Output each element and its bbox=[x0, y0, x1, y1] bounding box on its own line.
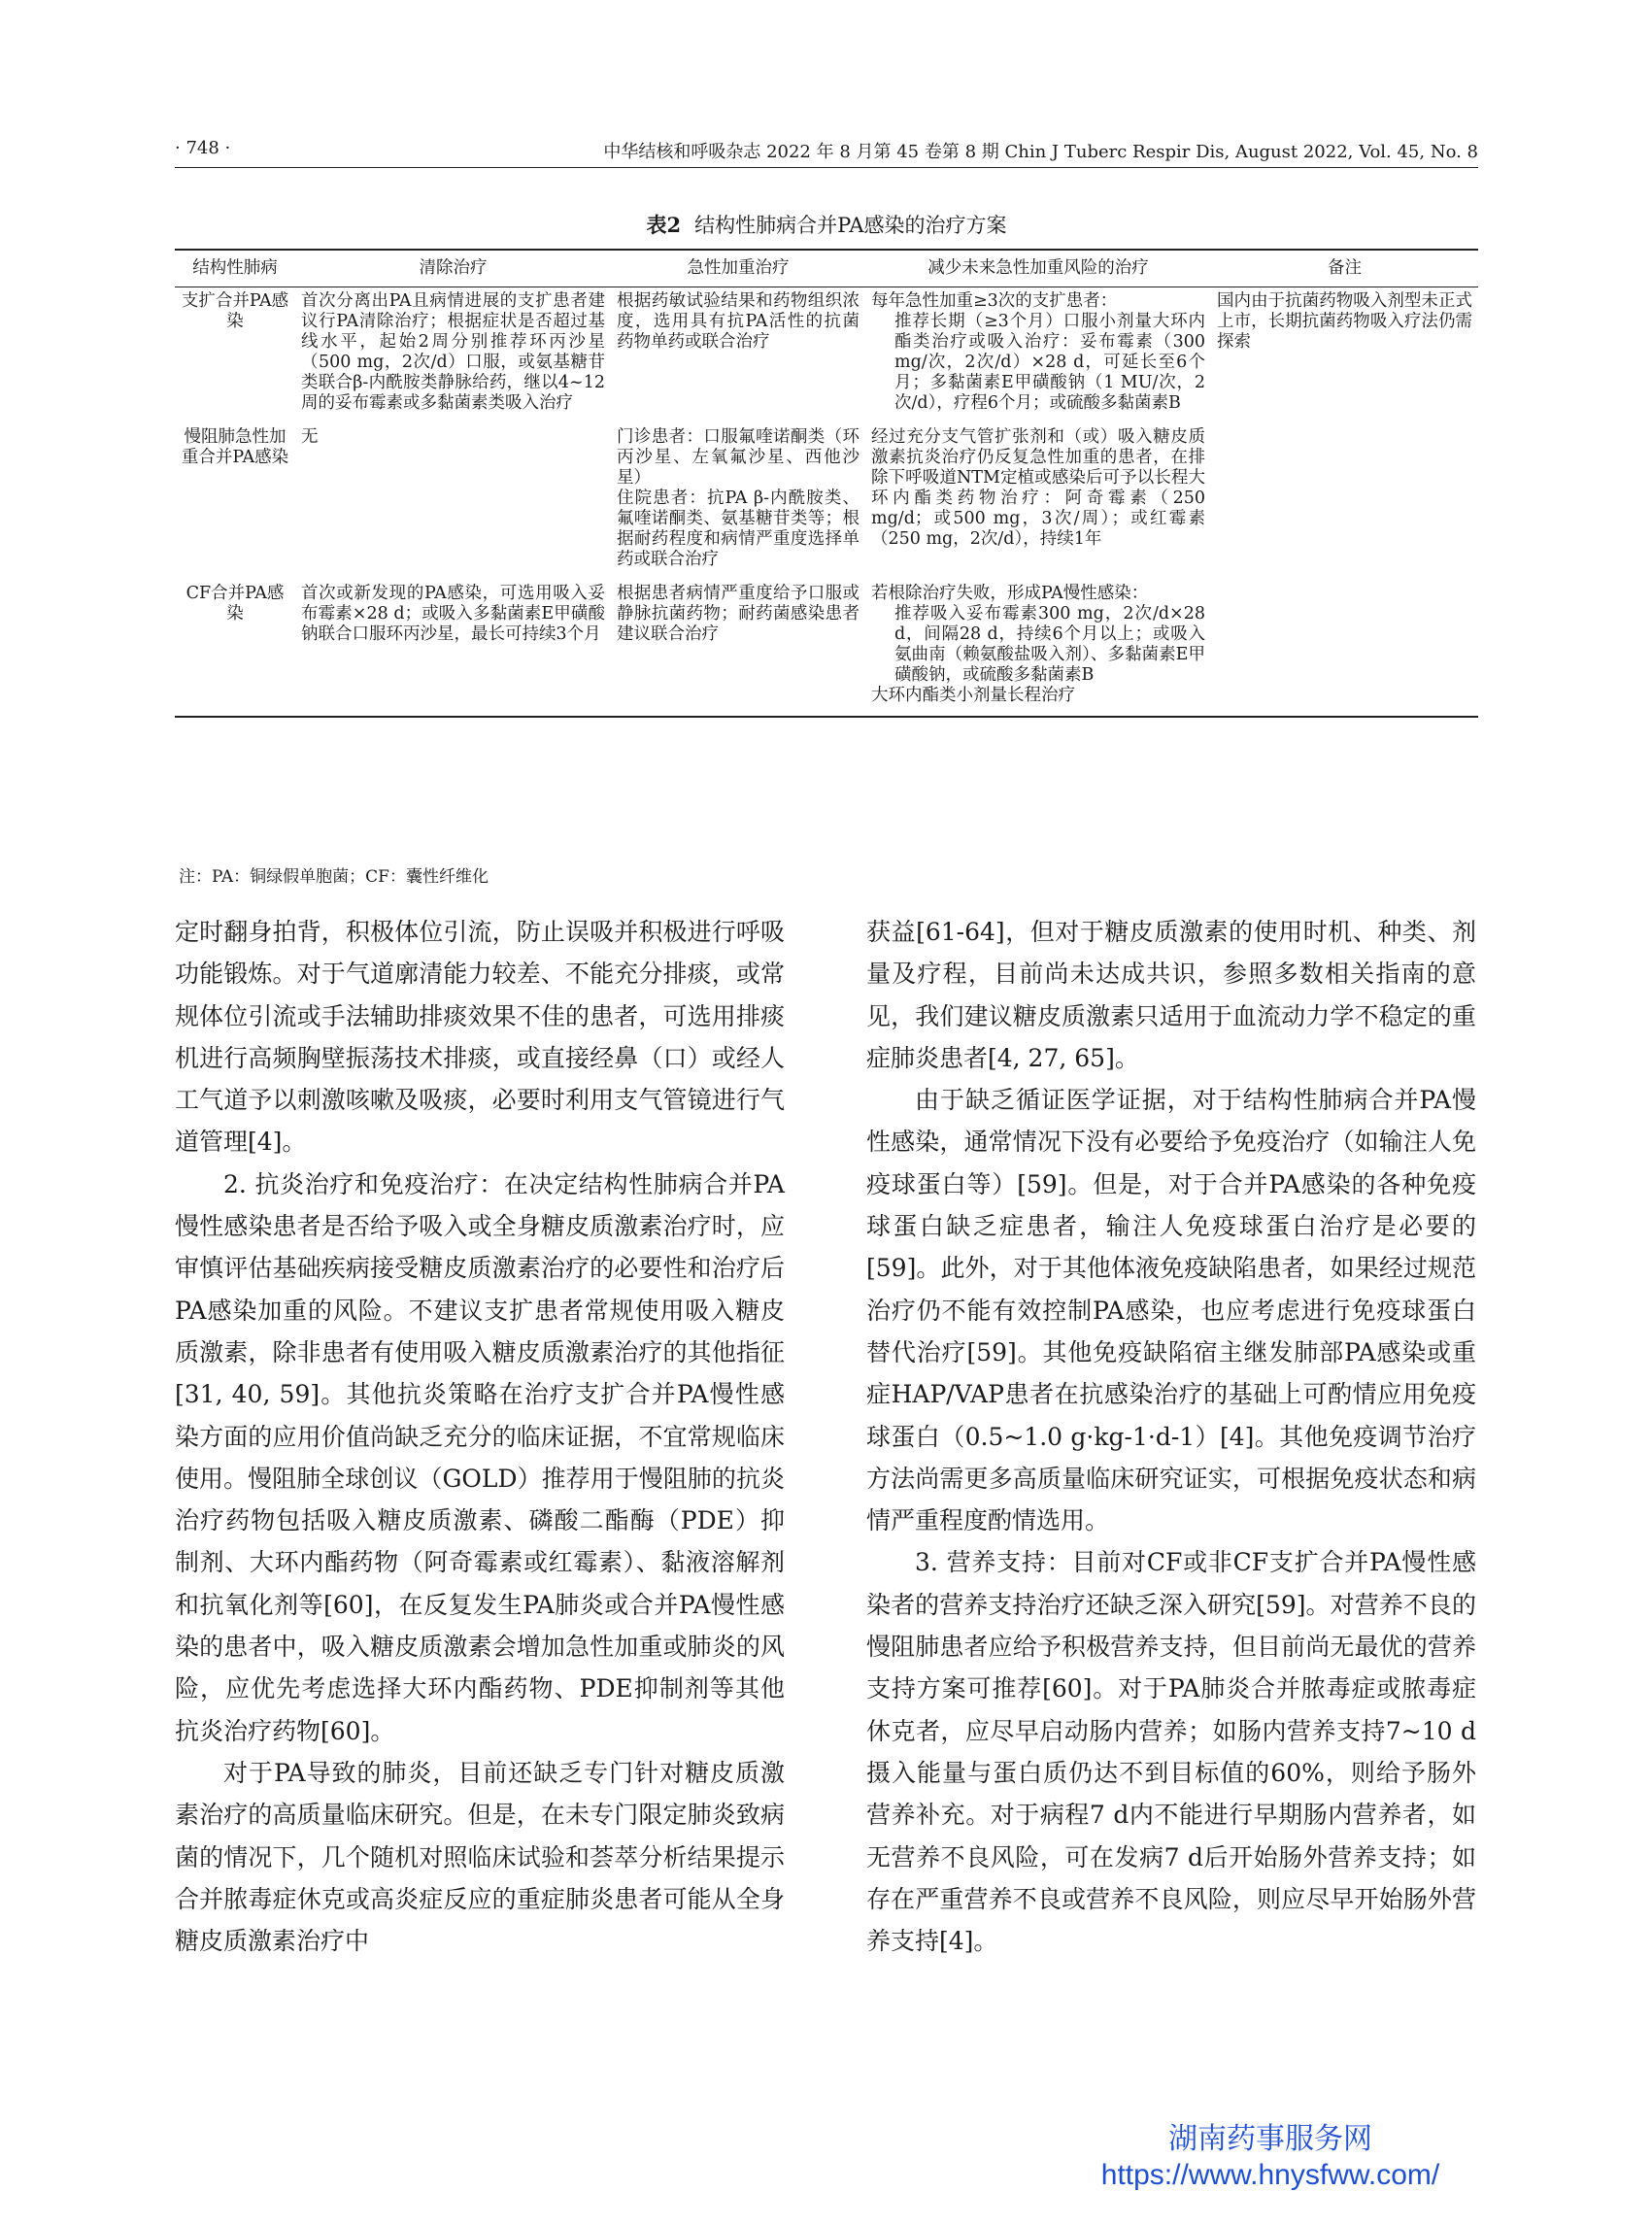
table-footnote: 注：PA：铜绿假单胞菌；CF：囊性纤维化 bbox=[179, 867, 489, 887]
watermark-site-name: 湖南药事服务网 bbox=[1168, 2123, 1372, 2155]
page-header bbox=[175, 134, 1478, 168]
table-label: 表2 bbox=[646, 213, 682, 237]
prevention-line: 若根除治疗失败，形成PA慢性感染： bbox=[871, 584, 1149, 603]
prevention-line: 推荐吸入妥布霉素300 mg，2次/d×28 d，间隔28 d，持续6个月以上；或吸入氨曲南（赖氨酸盐吸入剂）、多黏菌素E甲磺酸钠，或硫酸多黏菌素B bbox=[894, 604, 1205, 685]
column-header: 减少未来急性加重风险的治疗 bbox=[865, 250, 1211, 287]
page-number: · 748 · bbox=[175, 138, 231, 158]
disease-cell: CF合并PA感染 bbox=[175, 580, 295, 717]
exacerbation-line: 门诊患者：口服氟喹诺酮类（环丙沙星、左氧氟沙星、西他沙星） bbox=[617, 427, 860, 488]
note-cell bbox=[1211, 423, 1478, 580]
column-header: 结构性肺病 bbox=[175, 250, 295, 287]
paragraph: 2. 抗炎治疗和免疫治疗：在决定结构性肺病合并PA慢性感染患者是否给予吸入或全身糖皮质激素治疗时，应审慎评估基础疾病接受糖皮质激素治疗的必要性和治疗后PA感染加重的风险。不建议支扩患者常规使用吸入糖皮质激素，除非患者有使用吸入糖皮质激素治疗的其他指征[31, 40, 59]。其他抗炎策略在治疗支扩合并PA慢性感染方面的应用价值尚缺乏充分的临床证据，不宜常规临床使用。慢阻肺全球创议（GOLD）推荐用于慢阻肺的抗炎治疗药物包括吸入糖皮质激素、磷酸二酯酶（PDE）抑制剂、大环内酯药物（阿奇霉素或红霉素）、黏液溶解剂和抗氧化剂等[60]，在反复发生PA肺炎或合并PA慢性感染的患者中，吸入糖皮质激素会增加急性加重或肺炎的风险，应优先考虑选择大环内酯药物、PDE抑制剂等其他抗炎治疗药物[60]。 bbox=[175, 1169, 785, 1745]
prevention-cell bbox=[865, 580, 1211, 717]
prevention-line: 推荐长期（≥3个月）口服小剂量大环内酯类治疗或吸入治疗：妥布霉素（300 mg/次，2次/d）×28 d，可延长至6个月；多黏菌素E甲磺酸钠（1 MU/次，2次/d），疗程6个月；或硫酸多黏菌素B bbox=[894, 312, 1205, 413]
column-header: 备注 bbox=[1211, 250, 1478, 287]
treatment-table bbox=[175, 249, 1478, 718]
body-column-left bbox=[175, 911, 785, 1962]
disease-cell: 慢阻肺急性加重合并PA感染 bbox=[181, 427, 289, 467]
exacerbation-cell: 根据患者病情严重度给予口服或静脉抗菌药物；耐药菌感染患者建议联合治疗 bbox=[611, 580, 865, 717]
prevention-line: 每年急性加重≥3次的支扩患者： bbox=[871, 291, 1118, 311]
watermark bbox=[1066, 2121, 1474, 2193]
eradication-cell: 首次或新发现的PA感染，可选用吸入妥布霉素×28 d；或吸入多黏菌素E甲磺酸钠联合口服环丙沙星，最长可持续3个月 bbox=[295, 580, 611, 717]
table-caption bbox=[175, 210, 1478, 239]
note-cell bbox=[1211, 580, 1478, 717]
column-header: 急性加重治疗 bbox=[611, 250, 865, 287]
table-title: 结构性肺病合并PA感染的治疗方案 bbox=[694, 214, 1007, 237]
prevention-line: 经过充分支气管扩张剂和（或）吸入糖皮质激素抗炎治疗仍反复急性加重的患者，在排除下呼吸道NTM定植或感染后可予以长程大环内酯类药物治疗：阿奇霉素（250 mg/d；或500 mg，3次/周）；或红霉素（250 mg，2次/d），持续1年 bbox=[871, 427, 1205, 549]
eradication-cell: 无 bbox=[301, 427, 319, 447]
exacerbation-cell: 根据药敏试验结果和药物组织浓度，选用具有抗PA活性的抗菌药物单药或联合治疗 bbox=[617, 291, 860, 352]
paragraph: 获益[61-64]，但对于糖皮质激素的使用时机、种类、剂量及疗程，目前尚未达成共识，参照多数相关指南的意见，我们建议糖皮质激素只适用于血流动力学不稳定的重症肺炎患者[4, 27, 65]。 bbox=[866, 918, 1476, 1072]
eradication-cell: 首次分离出PA且病情进展的支扩患者建议行PA清除治疗；根据症状是否超过基线水平，起始2周分别推荐环丙沙星（500 mg，2次/d）口服，或氨基糖苷类联合β-内酰胺类静脉给药，继以4~12周的妥布霉素或多黏菌素类吸入治疗 bbox=[301, 291, 605, 413]
paragraph: 定时翻身拍背，积极体位引流，防止误吸并积极进行呼吸功能锻炼。对于气道廓清能力较差、不能充分排痰，或常规体位引流或手法辅助排痰效果不佳的患者，可选用排痰机进行高频胸壁振荡技术排痰，或直接经鼻（口）或经人工气道予以刺激咳嗽及吸痰，必要时利用支气管镜进行气道管理[4]。 bbox=[175, 918, 785, 1157]
paragraph: 对于PA导致的肺炎，目前还缺乏专门针对糖皮质激素治疗的高质量临床研究。但是，在未专门限定肺炎致病菌的情况下，几个随机对照临床试验和荟萃分析结果提示合并脓毒症休克或高炎症反应的重症肺炎患者可能从全身糖皮质激素治疗中 bbox=[175, 1758, 785, 1956]
journal-citation: 中华结核和呼吸杂志 2022 年 8 月第 45 卷第 8 期 Chin J Tuberc Respir Dis, August 2022, Vol. 45, No. 8 bbox=[603, 142, 1478, 162]
body-column-right bbox=[866, 911, 1476, 1962]
prevention-line: 大环内酯类小剂量长程治疗 bbox=[871, 686, 1075, 705]
prevention-cell bbox=[865, 287, 1211, 424]
watermark-url: https://www.hnysfww.com/ bbox=[1100, 2159, 1440, 2191]
table-header-row bbox=[175, 250, 1478, 287]
paragraph: 由于缺乏循证医学证据，对于结构性肺病合并PA慢性感染，通常情况下没有必要给予免疫治疗（如输注人免疫球蛋白等）[59]。但是，对于合并PA感染的各种免疫球蛋白缺乏症患者，输注人免疫球蛋白治疗是必要的[59]。此外，对于其他体液免疫缺陷患者，如果经过规范治疗仍不能有效控制PA感染，也应考虑进行免疫球蛋白替代治疗[59]。其他免疫缺陷宿主继发肺部PA感染或重症HAP/VAP患者在抗感染治疗的基础上可酌情应用免疫球蛋白（0.5~1.0 g·kg-1·d-1）[4]。其他免疫调节治疗方法尚需更多高质量临床研究证实，可根据免疫状态和病情严重程度酌情选用。 bbox=[866, 1086, 1476, 1535]
exacerbation-cell bbox=[611, 423, 865, 580]
paragraph: 3. 营养支持：目前对CF或非CF支扩合并PA慢性感染者的营养支持治疗还缺乏深入研究[59]。对营养不良的慢阻肺患者应给予积极营养支持，但目前尚无最优的营养支持方案可推荐[60]。对于PA肺炎合并脓毒症或脓毒症休克者，应尽早启动肠内营养；如肠内营养支持7~10 d摄入能量与蛋白质仍达不到目标值的60%，则给予肠外营养补充。对于病程7 d内不能进行早期肠内营养者，如无营养不良风险，可在发病7 d后开始肠外营养支持；如存在严重营养不良或营养不良风险，则应尽早开始肠外营养支持[4]。 bbox=[866, 1548, 1476, 1956]
exacerbation-line: 住院患者：抗PA β-内酰胺类、氟喹诺酮类、氨基糖苷类等；根据耐药程度和病情严重度选择单药或联合治疗 bbox=[617, 489, 860, 569]
prevention-cell bbox=[865, 423, 1211, 580]
table-row bbox=[175, 423, 1478, 580]
column-header: 清除治疗 bbox=[295, 250, 611, 287]
note-cell: 国内由于抗菌药物吸入剂型未正式上市，长期抗菌药物吸入疗法仍需探索 bbox=[1217, 291, 1472, 352]
table-row bbox=[175, 580, 1478, 717]
table-row bbox=[175, 287, 1478, 424]
disease-cell: 支扩合并PA感染 bbox=[181, 291, 289, 331]
